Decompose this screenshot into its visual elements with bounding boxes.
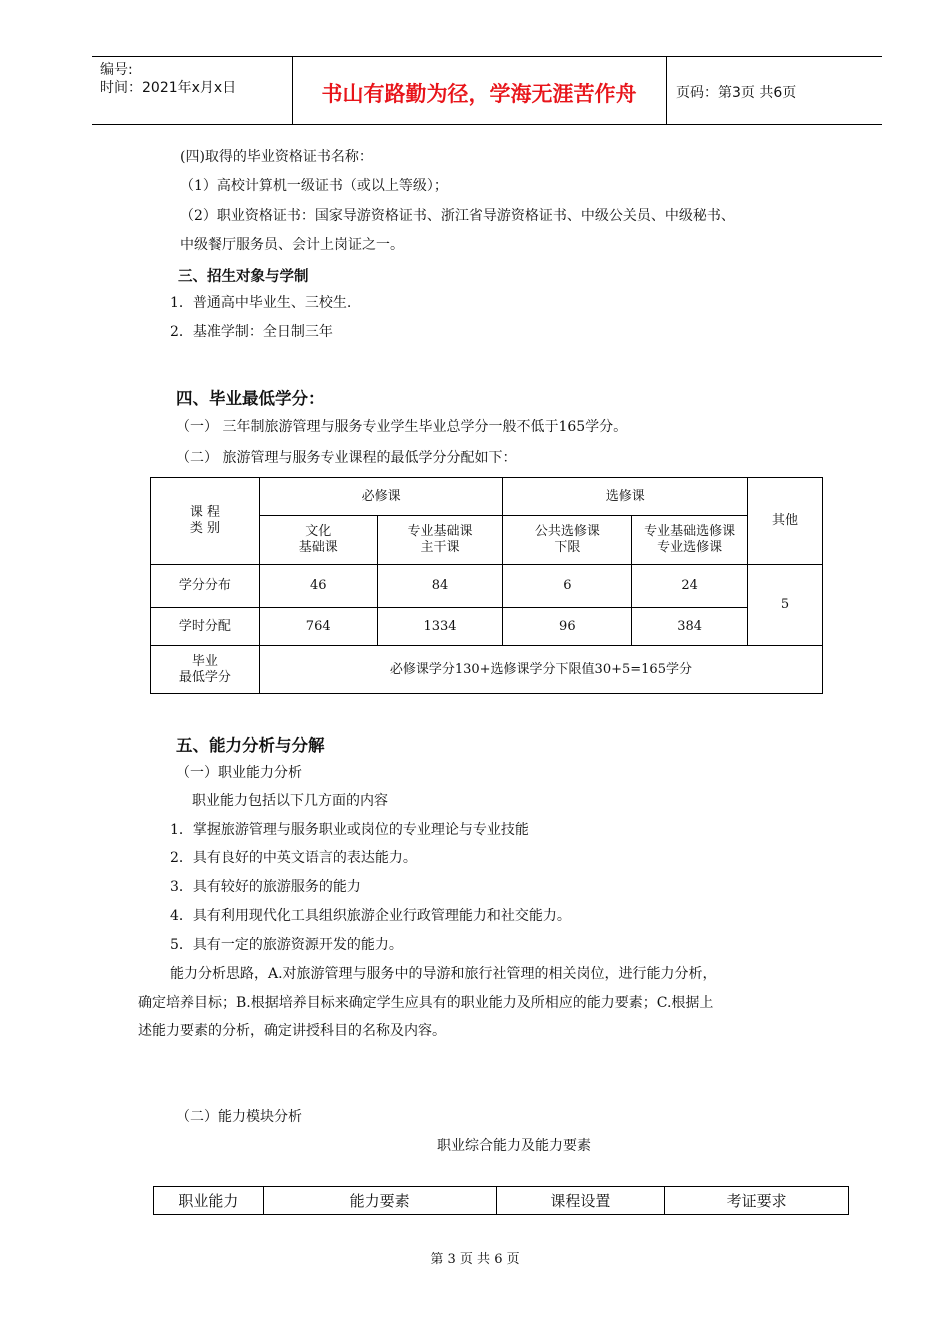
section-3-heading: 三、招生对象与学制 — [178, 269, 309, 285]
min-credits-row-label: 毕业 最低学分 — [151, 646, 260, 694]
header-bottom-rule — [92, 124, 882, 125]
hours-row-label: 学时分配 — [151, 608, 260, 646]
ability-table-header: 课程设置 — [496, 1187, 665, 1215]
min-credits-formula: 必修课学分130+选修课学分下限值30+5=165学分 — [259, 646, 822, 694]
public-elective-header: 公共选修课 下限 — [503, 516, 632, 565]
credits-cell: 84 — [377, 565, 503, 608]
header-motto: 书山有路勤为径，学海无涯苦作舟 — [321, 82, 637, 106]
section-5-sub-1: （一）职业能力分析 — [176, 765, 302, 781]
hours-cell: 764 — [259, 608, 377, 646]
cert-item-1: （1）高校计算机一级证书（或以上等级）； — [180, 178, 448, 194]
section-5-heading: 五、能力分析与分解 — [176, 736, 325, 755]
ability-item-5: 5．具有一定的旅游资源开发的能力。 — [170, 937, 403, 953]
major-elective-header: 专业基础选修课 专业选修课 — [632, 516, 748, 565]
other-credits-cell: 5 — [748, 565, 823, 646]
ability-table-header: 职业能力 — [154, 1187, 264, 1215]
section-4-item-1: （一） 三年制旅游管理与服务专业学生毕业总学分一般不低于165学分。 — [176, 419, 628, 435]
analysis-line-3: 述能力要素的分析，确定讲授科目的名称及内容。 — [138, 1023, 446, 1039]
ability-item-3: 3．具有较好的旅游服务的能力 — [170, 879, 361, 895]
hours-cell: 96 — [503, 608, 632, 646]
major-core-header: 专业基础课 主干课 — [377, 516, 503, 565]
header-number: 编号: — [100, 62, 133, 78]
header-top-rule — [92, 56, 882, 57]
credits-cell: 24 — [632, 565, 748, 608]
section-5-sub-2: （二）能力模块分析 — [176, 1109, 302, 1125]
analysis-line-1: 能力分析思路，A.对旅游管理与服务中的导游和旅行社管理的相关岗位，进行能力分析， — [170, 966, 717, 982]
ability-table-header: 能力要素 — [263, 1187, 496, 1215]
other-header: 其他 — [748, 478, 823, 565]
header-time: 时间：2021年x月x日 — [100, 80, 237, 96]
credits-cell: 46 — [259, 565, 377, 608]
credits-cell: 6 — [503, 565, 632, 608]
hours-cell: 1334 — [377, 608, 503, 646]
culture-basic-header: 文化 基础课 — [259, 516, 377, 565]
header-divider-right — [666, 56, 667, 125]
section-3-item-2: 2．基准学制：全日制三年 — [170, 324, 333, 340]
cert-title: (四)取得的毕业资格证书名称： — [180, 149, 373, 165]
required-header: 必修课 — [259, 478, 503, 516]
header-page-info: 页码：第3页 共6页 — [676, 85, 797, 101]
section-4-item-2: （二） 旅游管理与服务专业课程的最低学分分配如下： — [176, 450, 517, 466]
section-3-item-1: 1．普通高中毕业生、三校生. — [170, 295, 352, 311]
credit-table — [150, 477, 823, 694]
analysis-line-2: 确定培养目标；B.根据培养目标来确定学生应具有的职业能力及所相应的能力要素；C.根据上 — [138, 995, 714, 1011]
hours-cell: 384 — [632, 608, 748, 646]
ability-item-2: 2．具有良好的中英文语言的表达能力。 — [170, 850, 417, 866]
category-header: 课 程 类 别 — [151, 478, 260, 565]
credits-row-label: 学分分布 — [151, 565, 260, 608]
ability-item-4: 4．具有利用现代化工具组织旅游企业行政管理能力和社交能力。 — [170, 908, 571, 924]
elective-header: 选修课 — [503, 478, 748, 516]
ability-table-title: 职业综合能力及能力要素 — [437, 1138, 591, 1154]
ability-table — [153, 1186, 849, 1215]
section-4-heading: 四、毕业最低学分： — [176, 389, 325, 408]
ability-item-1: 1．掌握旅游管理与服务职业或岗位的专业理论与专业技能 — [170, 822, 529, 838]
section-5-intro: 职业能力包括以下几方面的内容 — [192, 793, 388, 809]
page-footer: 第 3 页 共 6 页 — [430, 1252, 520, 1267]
ability-table-header: 考证要求 — [665, 1187, 849, 1215]
cert-item-2-line-2: 中级餐厅服务员、会计上岗证之一。 — [180, 237, 404, 253]
cert-item-2-line-1: （2）职业资格证书：国家导游资格证书、浙江省导游资格证书、中级公关员、中级秘书、 — [180, 208, 735, 224]
